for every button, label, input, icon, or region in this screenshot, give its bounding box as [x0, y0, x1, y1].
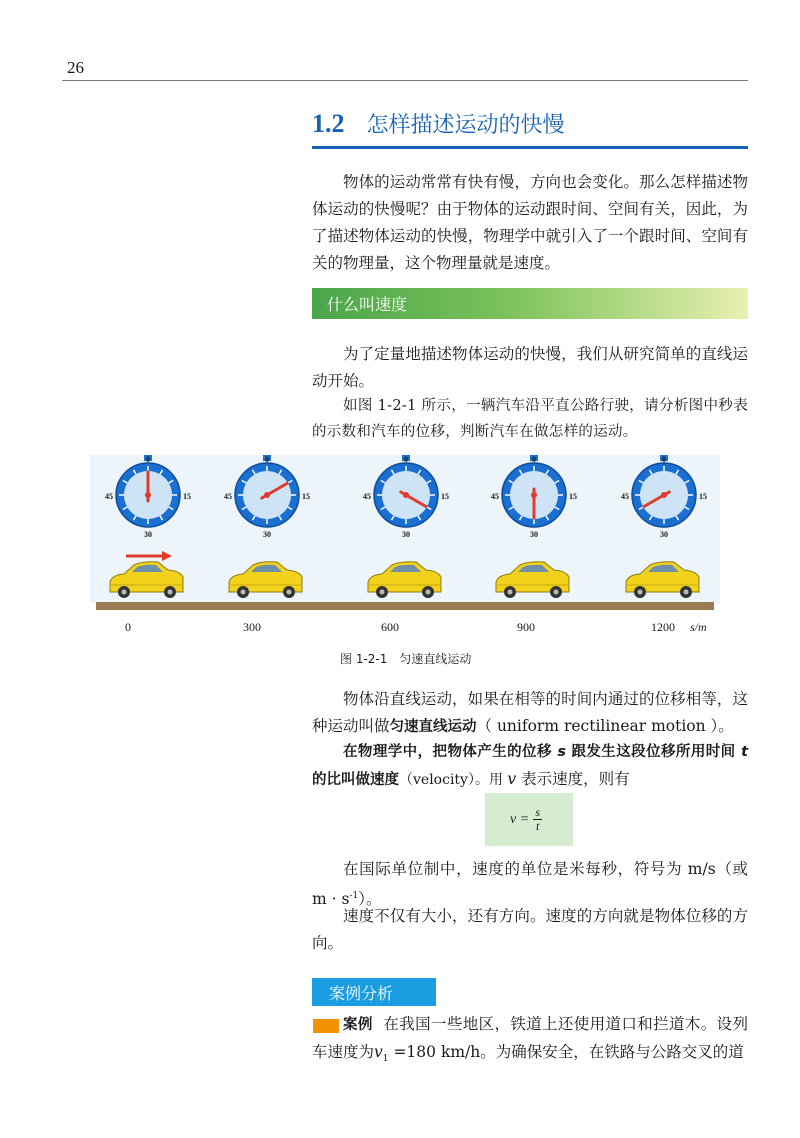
dial-label: 45: [363, 492, 371, 501]
position-label: 300: [243, 620, 261, 634]
dial-label: 45: [491, 492, 499, 501]
dial-label: 0: [265, 455, 269, 464]
uniform-motion-figure: [90, 455, 720, 615]
formula-numerator: s: [535, 805, 540, 819]
text-run: 物体沿直线运动，如果在相等的时间内通过的位移相等，这种运动叫做: [312, 690, 748, 735]
position-label: 900: [517, 620, 535, 634]
case-analysis-banner: [312, 978, 436, 1006]
symbol-s: s: [557, 744, 566, 760]
figure-caption: [340, 650, 471, 667]
definition-text: 在物理学中，把物体产生的位移: [343, 744, 558, 760]
paragraph-figure-question: 如图 1-2-1 所示，一辆汽车沿平直公路行驶，请分析图中秒表的示数和汽车的位移，判断汽车在做怎样的运动。: [312, 398, 748, 440]
dial-label: 45: [621, 492, 629, 501]
symbol-v: v: [507, 770, 517, 788]
stopwatch-pivot: [661, 492, 667, 498]
text-run: 在国际单位制中，速度的单位是米每秒，符号为 m/s（或 m · s: [312, 860, 748, 909]
formula-fraction: [533, 806, 542, 833]
dial-label: 30: [263, 530, 271, 539]
symbol-t: t: [741, 744, 748, 760]
dial-label: 30: [530, 530, 538, 539]
road-surface: [96, 602, 714, 610]
text-run: 表示速度，则有: [516, 770, 630, 788]
subsection-banner: [312, 288, 748, 319]
page-number: 26: [67, 58, 84, 77]
definition-text: 的比叫做速度: [312, 772, 399, 788]
dial-label: 15: [441, 492, 449, 501]
dial-label: 30: [402, 530, 410, 539]
case-label: 案例: [343, 1017, 373, 1033]
symbol-v1: v: [374, 1043, 383, 1061]
text-run: （velocity）。用: [399, 772, 508, 788]
dial-label: 0: [532, 455, 536, 464]
stopwatch-pivot: [531, 492, 537, 498]
subscript: 1: [382, 1054, 389, 1065]
position-label: 0: [125, 620, 131, 634]
stopwatch-pivot: [403, 492, 409, 498]
formula-lhs: v =: [510, 811, 530, 827]
case-analysis-title: 案例分析: [329, 984, 394, 1003]
intro-paragraph: 物体的运动常常有快有慢，方向也会变化。那么怎样描述物体运动的快慢呢？由于物体的运动跟时间、空间有关，因此，为了描述物体运动的快慢，物理学中就引入了一个跟时间、空间有关的物理量，这个物理量就是速度。: [312, 173, 748, 272]
definition-text: 跟发生这段位移所用时间: [566, 744, 742, 760]
header-rule: [62, 80, 748, 81]
dial-label: 0: [146, 455, 150, 464]
dial-label: 0: [404, 455, 408, 464]
figure-caption-text: 匀速直线运动: [399, 652, 472, 666]
position-label: 1200: [651, 620, 675, 634]
superscript: -1: [349, 891, 359, 901]
paragraph-velocity-direction: 速度不仅有大小，还有方向。速度的方向就是物体位移的方向。: [312, 907, 748, 952]
dial-label: 30: [144, 530, 152, 539]
text-run: ）。: [358, 890, 382, 909]
stopwatch-pivot: [145, 492, 151, 498]
figure-caption-number: 图 1-2-1: [340, 652, 388, 666]
case-paragraph: [312, 1011, 748, 1073]
dial-label: 15: [302, 492, 310, 501]
dial-label: 0: [662, 455, 666, 464]
dial-label: 45: [105, 492, 113, 501]
velocity-formula: [510, 806, 542, 833]
section-number: 1.2: [312, 109, 345, 138]
axis-unit: s/m: [690, 620, 707, 634]
paragraph-velocity-definition: [312, 738, 748, 794]
dial-label: 45: [224, 492, 232, 501]
text-run: =180 km/h。为确保安全，在铁路与公路交叉的道: [388, 1043, 744, 1061]
stopwatch-pivot: [264, 492, 270, 498]
dial-label: 15: [699, 492, 707, 501]
dial-label: 15: [183, 492, 191, 501]
formula-denominator: t: [536, 819, 540, 833]
paragraph-uniform-motion: [312, 686, 748, 741]
section-title: 怎样描述运动的快慢: [366, 113, 565, 138]
section-heading: [312, 108, 565, 142]
subsection-title: 什么叫速度: [327, 295, 408, 314]
paragraph-linear-motion: 为了定量地描述物体运动的快慢，我们从研究简单的直线运动开始。: [312, 345, 748, 390]
section-underline: [312, 146, 748, 149]
text-run: （ uniform rectilinear motion ）。: [476, 717, 734, 735]
text-run: 在我国一些地区，铁道上还使用道口和拦道木。设列车速度为: [312, 1015, 749, 1061]
term-uniform-rectilinear-motion: 匀速直线运动: [389, 719, 477, 735]
dial-label: 15: [569, 492, 577, 501]
position-label: 600: [381, 620, 399, 634]
dial-label: 30: [660, 530, 668, 539]
